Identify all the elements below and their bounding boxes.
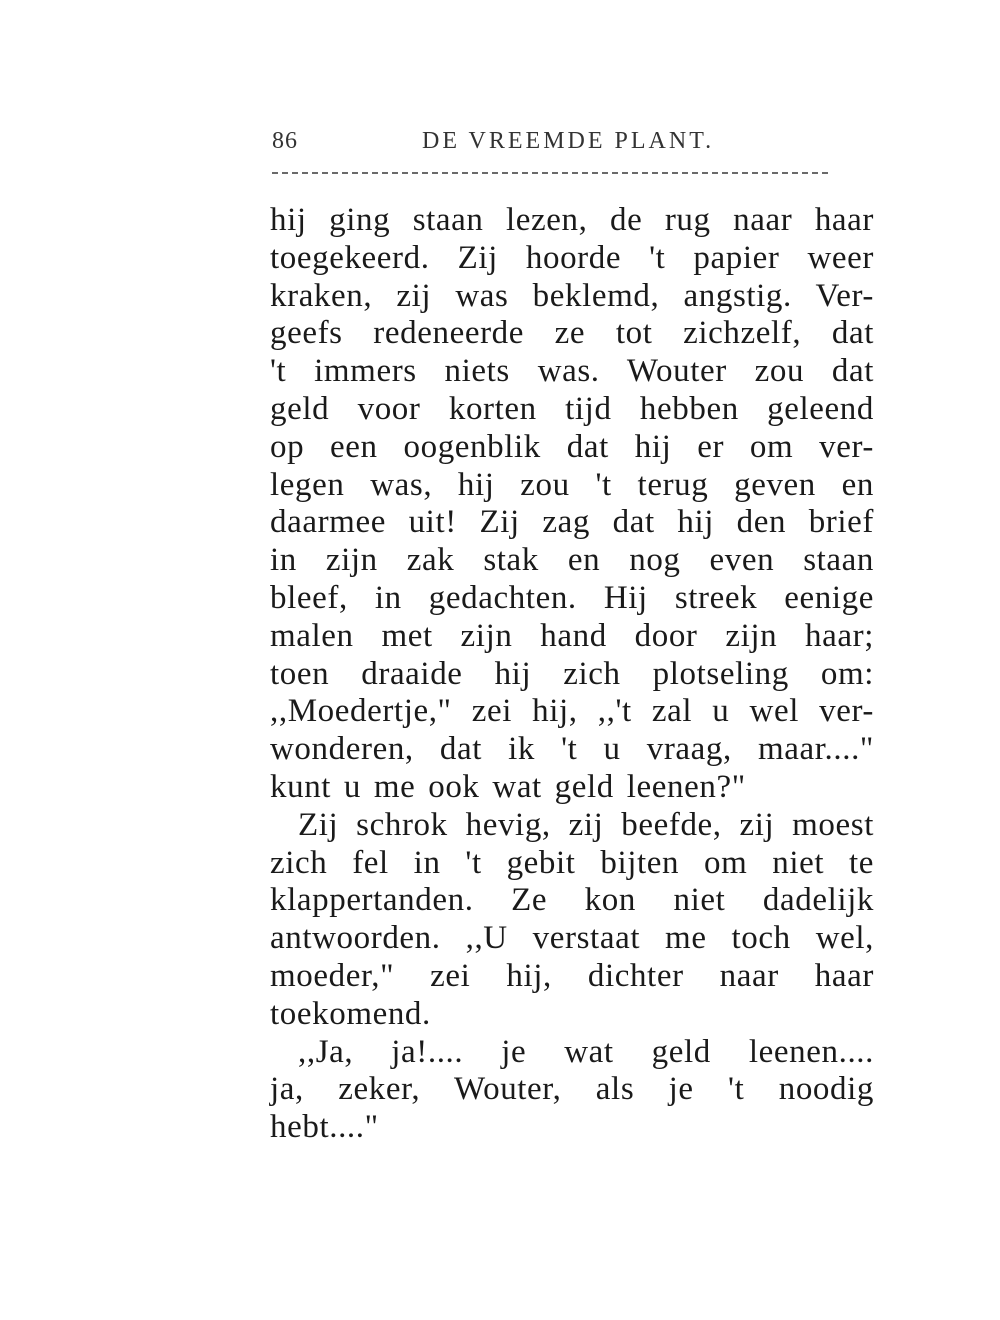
text-line: op een oogenblik dat hij er om ver-	[270, 428, 874, 465]
text-line: bleef, in gedachten. Hij streek eenige	[270, 579, 874, 616]
running-head	[272, 124, 832, 164]
text-line: kunt u me ook wat geld leenen?"	[270, 768, 746, 805]
text-line: geld voor korten tijd hebben geleend	[270, 390, 874, 427]
page-number: 86	[272, 128, 298, 154]
text-line: malen met zijn hand door zijn haar;	[270, 617, 874, 654]
text-line: hebt...."	[270, 1109, 379, 1146]
text-line: toekomend.	[270, 995, 431, 1032]
text-line: klappertanden. Ze kon niet dadelijk	[270, 882, 874, 919]
text-line: moeder," zei hij, dichter naar haar	[270, 957, 874, 994]
text-line: in zijn zak stak en nog even staan	[270, 542, 874, 579]
text-line: toen draaide hij zich plotseling om:	[270, 655, 874, 692]
body-text	[270, 202, 874, 1147]
text-line: geefs redeneerde ze tot zichzelf, dat	[270, 315, 874, 352]
text-line: ,,Ja, ja!.... je wat geld leenen....	[298, 1033, 874, 1070]
text-line: ja, zeker, Wouter, als je 't noodig	[270, 1071, 874, 1108]
text-line: ,,Moedertje," zei hij, ,,'t zal u wel ver-	[270, 693, 874, 730]
text-line: 't immers niets was. Wouter zou dat	[270, 353, 874, 390]
text-line: hij ging staan lezen, de rug naar haar	[270, 202, 874, 238]
text-line: wonderen, dat ik 't u vraag, maar...."	[270, 731, 874, 768]
header-rule	[272, 172, 828, 174]
text-line: toegekeerd. Zij hoorde 't papier weer	[270, 239, 874, 276]
text-line: Zij schrok hevig, zij beefde, zij moest	[298, 806, 874, 843]
text-line: legen was, hij zou 't terug geven en	[270, 466, 874, 503]
text-line: zich fel in 't gebit bijten om niet te	[270, 844, 874, 881]
text-line: daarmee uit! Zij zag dat hij den brief	[270, 504, 874, 541]
text-line: kraken, zij was beklemd, angstig. Ver-	[270, 277, 874, 314]
running-title: DE VREEMDE PLANT.	[422, 128, 715, 154]
text-line: antwoorden. ,,U verstaat me toch wel,	[270, 920, 874, 957]
